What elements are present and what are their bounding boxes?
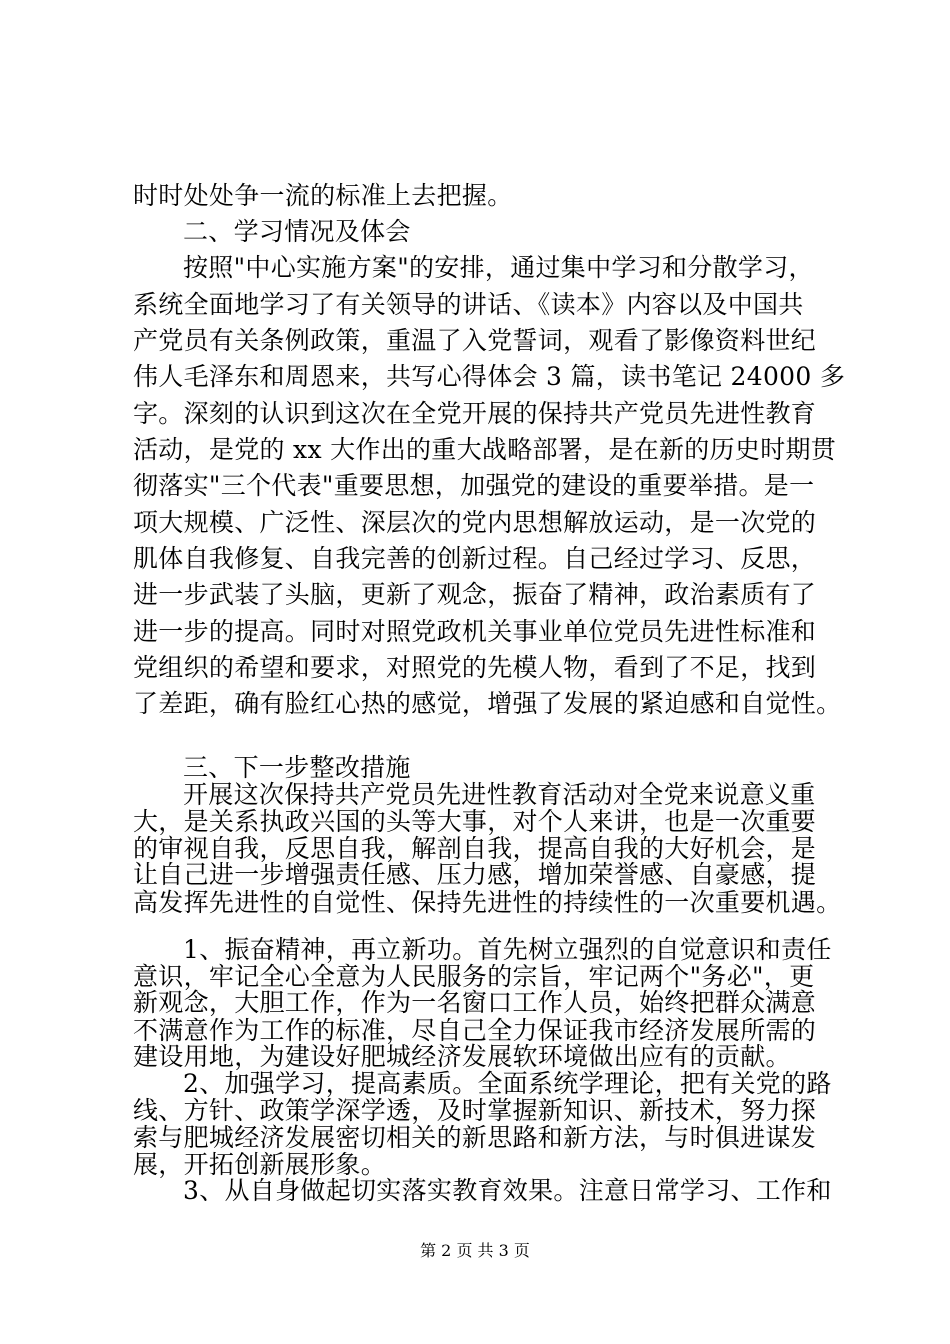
text-line: 开展这次保持共产党员先进性教育活动对全党来说意义重: [183, 780, 816, 809]
text-line: 3、从自身做起切实落实教育效果。注意日常学习、工作和: [183, 1176, 832, 1205]
page-footer: 第 2 页 共 3 页: [420, 1241, 530, 1260]
text-line: 了差距，确有脸红心热的感觉，增强了发展的紧迫感和自觉性。: [133, 689, 842, 718]
text-line: 字。深刻的认识到这次在全党开展的保持共产党员先进性教育: [133, 399, 817, 428]
text-line: 意识，牢记全心全意为人民服务的宗旨，牢记两个"务必"，更: [133, 962, 815, 991]
text-line: 的审视自我，反思自我，解剖自我，提高自我的大好机会，是: [133, 834, 817, 863]
section-heading: 二、学习情况及体会: [183, 217, 411, 246]
text-line: 大，是关系执政兴国的头等大事，对个人来讲，也是一次重要: [133, 807, 817, 836]
text-line: 展，开拓创新展形象。: [133, 1150, 387, 1179]
text-line: 让自己进一步增强责任感、压力感，增加荣誉感、自豪感，提: [133, 860, 817, 889]
text-line: 按照"中心实施方案"的安排，通过集中学习和分散学习，: [183, 253, 814, 282]
text-line: 伟人毛泽东和周恩来，共写心得体会 3 篇，读书笔记 24000 多: [133, 362, 846, 391]
text-line: 1、振奋精神，再立新功。首先树立强烈的自觉意识和责任: [183, 935, 832, 964]
text-line: 线、方针、政策学深学透，及时掌握新知识、新技术，努力探: [133, 1096, 817, 1125]
section-heading: 三、下一步整改措施: [183, 753, 411, 782]
text-line: 新观念，大胆工作，作为一名窗口工作人员，始终把群众满意: [133, 988, 817, 1017]
text-line: 进一步武装了头脑，更新了观念，振奋了精神，政治素质有了: [133, 580, 817, 609]
text-line: 不满意作为工作的标准，尽自己全力保证我市经济发展所需的: [133, 1016, 817, 1045]
text-line: 系统全面地学习了有关领导的讲话、《读本》内容以及中国共: [133, 290, 804, 319]
text-line: 活动，是党的 xx 大作出的重大战略部署，是在新的历史时期贯: [133, 435, 837, 464]
text-line: 项大规模、广泛性、深层次的党内思想解放运动，是一次党的: [133, 508, 817, 537]
text-line: 建设用地，为建设好肥城经济发展软环境做出应有的贡献。: [133, 1042, 791, 1071]
text-line: 进一步的提高。同时对照党政机关事业单位党员先进性标准和: [133, 617, 817, 646]
text-line: 彻落实"三个代表"重要思想，加强党的建设的重要举措。是一: [133, 471, 815, 500]
text-line: 索与肥城经济发展密切相关的新思路和新方法，与时俱进谋发: [133, 1123, 817, 1152]
text-line: 高发挥先进性的自觉性、保持先进性的持续性的一次重要机遇。: [133, 888, 842, 917]
text-line: 时时处处争一流的标准上去把握。: [133, 181, 513, 210]
text-line: 肌体自我修复、自我完善的创新过程。自己经过学习、反思，: [133, 544, 817, 573]
text-line: 产党员有关条例政策，重温了入党誓词，观看了影像资料世纪: [133, 326, 817, 355]
text-line: 2、加强学习，提高素质。全面系统学理论，把有关党的路: [183, 1069, 832, 1098]
text-line: 党组织的希望和要求，对照党的先模人物，看到了不足，找到: [133, 653, 817, 682]
